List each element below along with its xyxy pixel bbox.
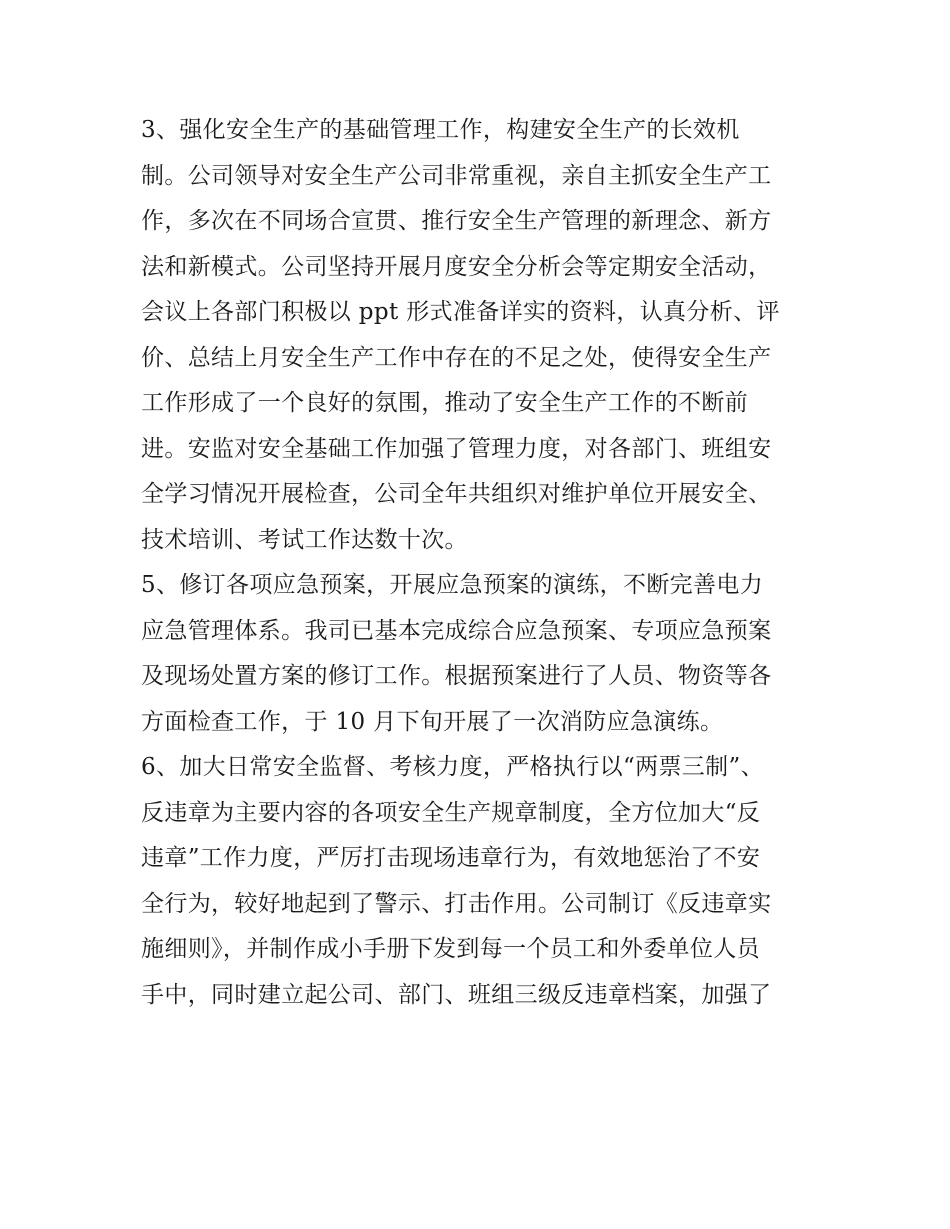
text-line: 法和新模式。公司坚持开展月度安全分析会等定期安全活动， [141,253,772,280]
text-line: 违章”工作力度，严厉打击现场违章行为，有效地惩治了不安 [141,845,761,871]
text-line: 价、总结上月安全生产工作中存在的不足之处，使得安全生产 [141,344,772,371]
text-line: 3、强化安全生产的基础管理工作，构建安全生产的长效机 [141,117,740,143]
text-line: 应急管理体系。我司已基本完成综合应急预案、专项应急预案 [141,617,772,644]
text-line: 及现场处置方案的修订工作。根据预案进行了人员、物资等各 [141,663,772,689]
body-text [141,108,821,1018]
text-line: 手中，同时建立起公司、部门、班组三级反违章档案，加强了 [141,981,772,1008]
text-line: 反违章为主要内容的各项安全生产规章制度，全方位加大“反 [141,799,761,826]
text-line: 方面检查工作，于 10 月下旬开展了一次消防应急演练。 [141,708,724,735]
text-line: 全行为，较好地起到了警示、打击作用。公司制订《反违章实 [141,890,772,917]
text-line: 会议上各部门积极以 ppt 形式准备详实的资料，认真分析、评 [141,299,780,325]
text-line: 全学习情况开展检查，公司全年共组织对维护单位开展安全、 [141,481,772,507]
text-line: 作，多次在不同场合宣贯、推行安全生产管理的新理念、新方 [141,208,772,234]
text-line: 工作形成了一个良好的氛围，推动了安全生产工作的不断前 [141,390,749,416]
text-line: 施细则》，并制作成小手册下发到每一个员工和外委单位人员 [141,936,760,962]
text-line: 6、加大日常安全监督、考核力度，严格执行以“两票三制”、 [141,754,764,780]
text-line: 进。安监对安全基础工作加强了管理力度，对各部门、班组安 [141,435,772,462]
text-line: 5、修订各项应急预案，开展应急预案的演练，不断完善电力 [141,572,764,598]
text-line: 技术培训、考试工作达数十次。 [141,526,468,553]
text-line: 制。公司领导对安全生产公司非常重视，亲自主抓安全生产工 [141,162,772,189]
